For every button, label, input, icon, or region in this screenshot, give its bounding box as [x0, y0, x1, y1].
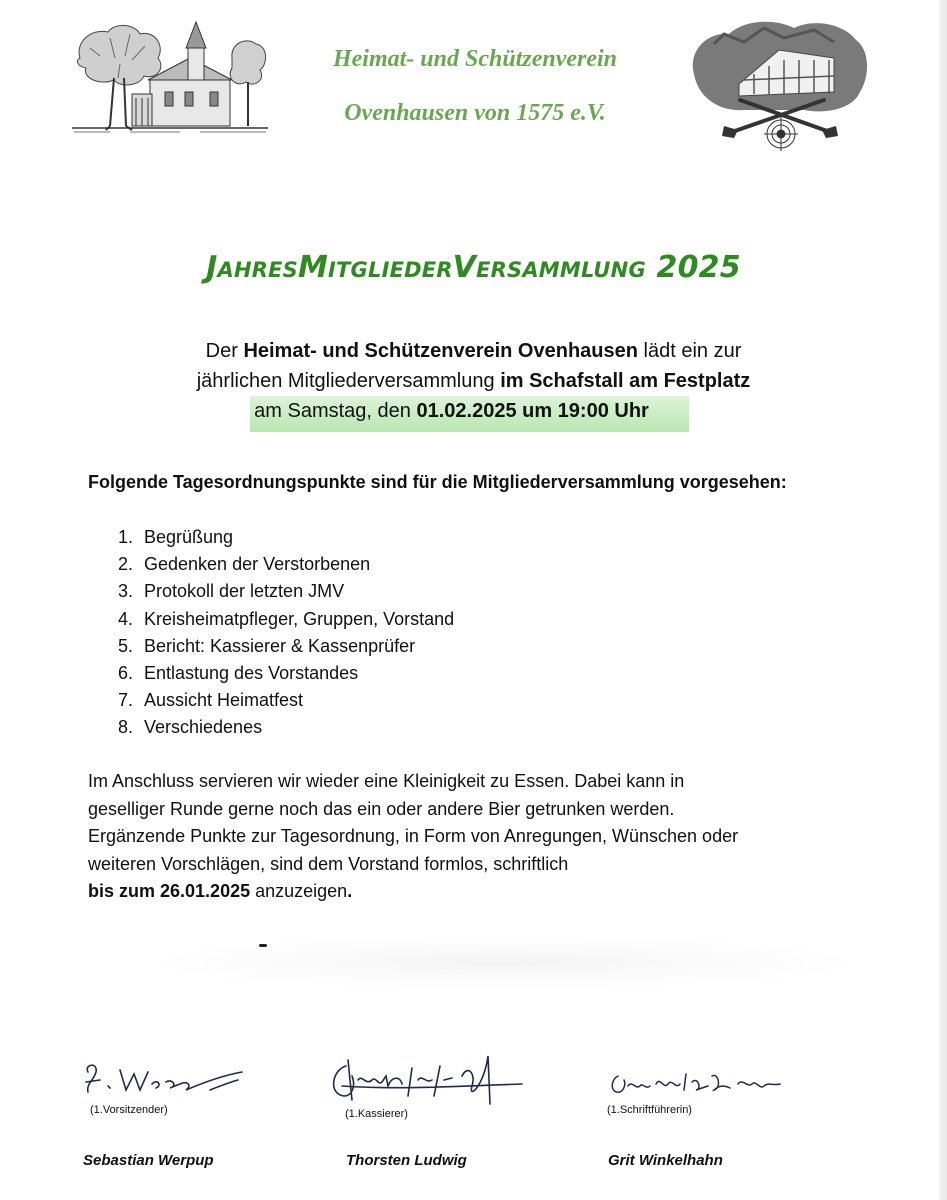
agenda-heading: Folgende Tagesordnungspunkte sind für die Mitgliederversammlung vorgesehen:	[88, 472, 787, 492]
invitation-date-time: 01.02.2025 um 19:00 Uhr	[416, 400, 649, 422]
agenda-item	[118, 606, 454, 633]
invitation-line1-post: lädt ein zur	[637, 340, 742, 362]
signature-werpup	[80, 1060, 250, 1100]
page-title: JahresMitgliederVersammlung 2025	[206, 250, 741, 285]
agenda-item	[118, 524, 454, 551]
date-highlight	[250, 396, 689, 432]
club-name-line2: Ovenhausen von 1575 e.V.	[344, 100, 606, 126]
invitation-line2-pre: jährlichen Mitgliederversammlung	[196, 370, 501, 392]
closing-paragraph	[88, 768, 868, 906]
deadline-suffix: anzuzeigen	[250, 881, 348, 901]
invitation-line1-pre: Der	[205, 340, 244, 362]
signatory-name: Sebastian Werpup	[83, 1152, 214, 1169]
invitation-line3-pre: am Samstag, den	[254, 400, 417, 422]
agenda-item	[118, 551, 454, 578]
agenda-item	[118, 660, 454, 687]
signature-role: (1.Vorsitzender)	[90, 1104, 168, 1116]
agenda-item-text: Bericht: Kassierer & Kassenprüfer	[144, 635, 416, 656]
deadline-period: .	[347, 881, 353, 901]
scan-smudge	[150, 935, 860, 990]
agenda-item	[118, 687, 454, 714]
agenda-item	[118, 578, 454, 605]
agenda-item-number: 1.	[118, 527, 134, 547]
invitation-club-name: Heimat- und Schützenverein Ovenhausen	[243, 340, 638, 362]
agenda-item-text: Verschiedenes	[144, 717, 263, 738]
agenda-item	[118, 714, 454, 741]
closing-line: weiteren Vorschlägen, sind dem Vorstand formlos, schriftlich	[88, 853, 569, 874]
agenda-item-number: 6.	[118, 662, 134, 683]
agenda-item-text: Entlastung des Vorstandes	[144, 662, 359, 683]
agenda-item-text: Begrüßung	[144, 527, 234, 547]
club-name-line1: Heimat- und Schützenverein	[332, 46, 618, 72]
agenda-item-number: 5.	[118, 635, 134, 656]
closing-line: geselliger Runde gerne noch das ein oder andere Bier getrunken werden.	[88, 798, 675, 819]
scan-dot	[259, 944, 267, 947]
closing-deadline-line	[88, 878, 868, 906]
agenda-item-text: Aussicht Heimatfest	[144, 690, 304, 711]
agenda-item-number: 2.	[118, 554, 134, 575]
agenda-list	[118, 524, 454, 742]
signature-winkelhahn	[608, 1068, 788, 1100]
agenda-item-number: 7.	[118, 690, 134, 711]
invitation-line-2	[0, 366, 947, 396]
signatory-name: Grit Winkelhahn	[608, 1152, 723, 1169]
agenda-item-number: 4.	[118, 608, 134, 629]
closing-line: Ergänzende Punkte zur Tagesordnung, in Form von Anregungen, Wünschen oder	[88, 826, 739, 846]
shooting-hall-logo	[684, 14, 874, 156]
agenda-item-number: 8.	[118, 717, 134, 738]
invitation-text	[0, 336, 947, 426]
agenda-item-number: 3.	[118, 581, 134, 602]
agenda-item-text: Gedenken der Verstorbenen	[144, 554, 371, 575]
signature-role: (1.Schriftführerin)	[607, 1104, 692, 1116]
invitation-line-1	[0, 336, 947, 366]
closing-line: Im Anschluss servieren wir wieder eine Kleinigkeit zu Essen. Dabei kann in	[88, 771, 685, 791]
invitation-line-3	[0, 396, 947, 426]
signatory-name: Thorsten Ludwig	[346, 1152, 467, 1169]
signature-role: (1.Kassierer)	[345, 1108, 408, 1120]
church-tree-logo	[70, 18, 270, 140]
invitation-location: im Schafstall am Festplatz	[500, 370, 751, 392]
agenda-item-text: Kreisheimatpfleger, Gruppen, Vorstand	[144, 608, 455, 629]
agenda-item-text: Protokoll der letzten JMV	[144, 581, 345, 602]
page-edge-shadow	[939, 0, 947, 1200]
agenda-item	[118, 633, 454, 660]
deadline-date: bis zum 26.01.2025	[88, 881, 251, 901]
